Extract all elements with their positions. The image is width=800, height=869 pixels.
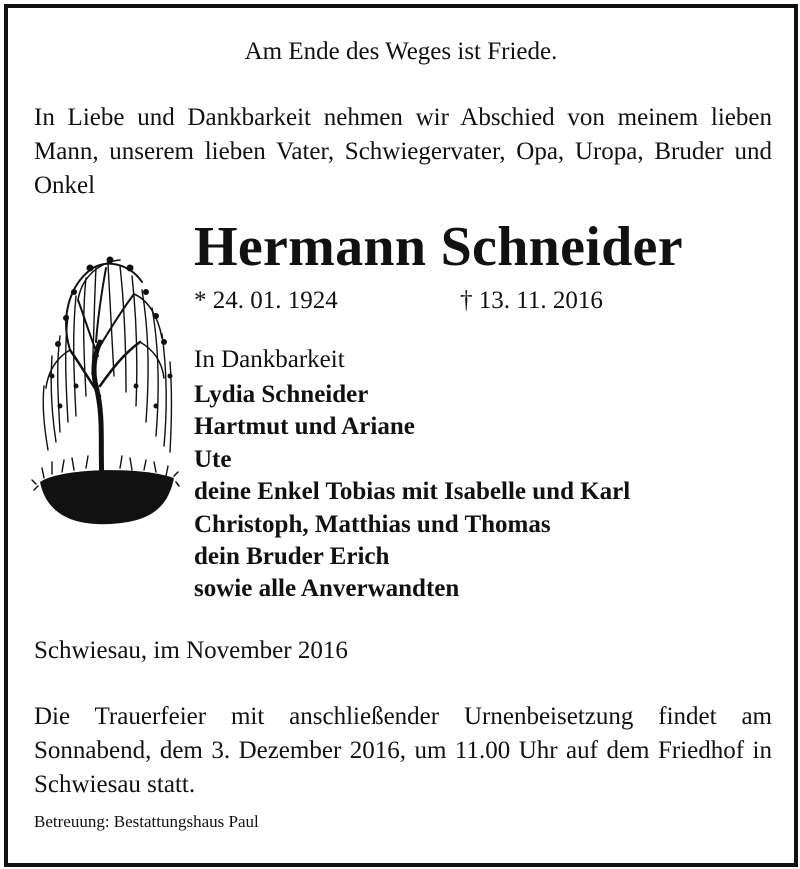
motto: Am Ende des Weges ist Friede. — [244, 38, 558, 65]
mourner-item: Hartmut und Ariane — [194, 413, 415, 441]
willow-tree-icon — [30, 246, 180, 528]
place-date: Schwiesau, im November 2016 — [34, 637, 348, 664]
deceased-name: Hermann Schneider — [194, 216, 683, 278]
thanks-line: In Dankbarkeit — [194, 346, 345, 373]
mourner-item: Ute — [194, 445, 232, 473]
care-credit: Betreuung: Bestattungshaus Paul — [34, 812, 259, 831]
mourner-item: deine Enkel Tobias mit Isabelle und Karl — [194, 478, 631, 506]
mourner-item: Christoph, Matthias und Thomas — [194, 510, 551, 538]
mourners-list — [194, 379, 630, 606]
mourner-item: Lydia Schneider — [194, 381, 369, 408]
death-date: † 13. 11. 2016 — [460, 287, 603, 314]
intro-text: In Liebe und Dankbarkeit nehmen wir Abschied von meinem lieben Mann, unserem lieben Vater, Schwiegervater, Opa, Uropa, Bruder und Onkel — [34, 104, 772, 199]
mourner-item: dein Bruder Erich — [194, 543, 390, 571]
obituary-frame — [4, 4, 798, 867]
birth-date: * 24. 01. 1924 — [194, 287, 338, 314]
mourner-item: sowie alle Anverwandten — [194, 575, 460, 603]
funeral-notice: Die Trauerfeier mit anschließender Urnenbeisetzung findet am Sonnabend, dem 3. Dezember 2016, um 11.00 Uhr auf dem Friedhof in Schwiesau statt. — [34, 703, 772, 798]
